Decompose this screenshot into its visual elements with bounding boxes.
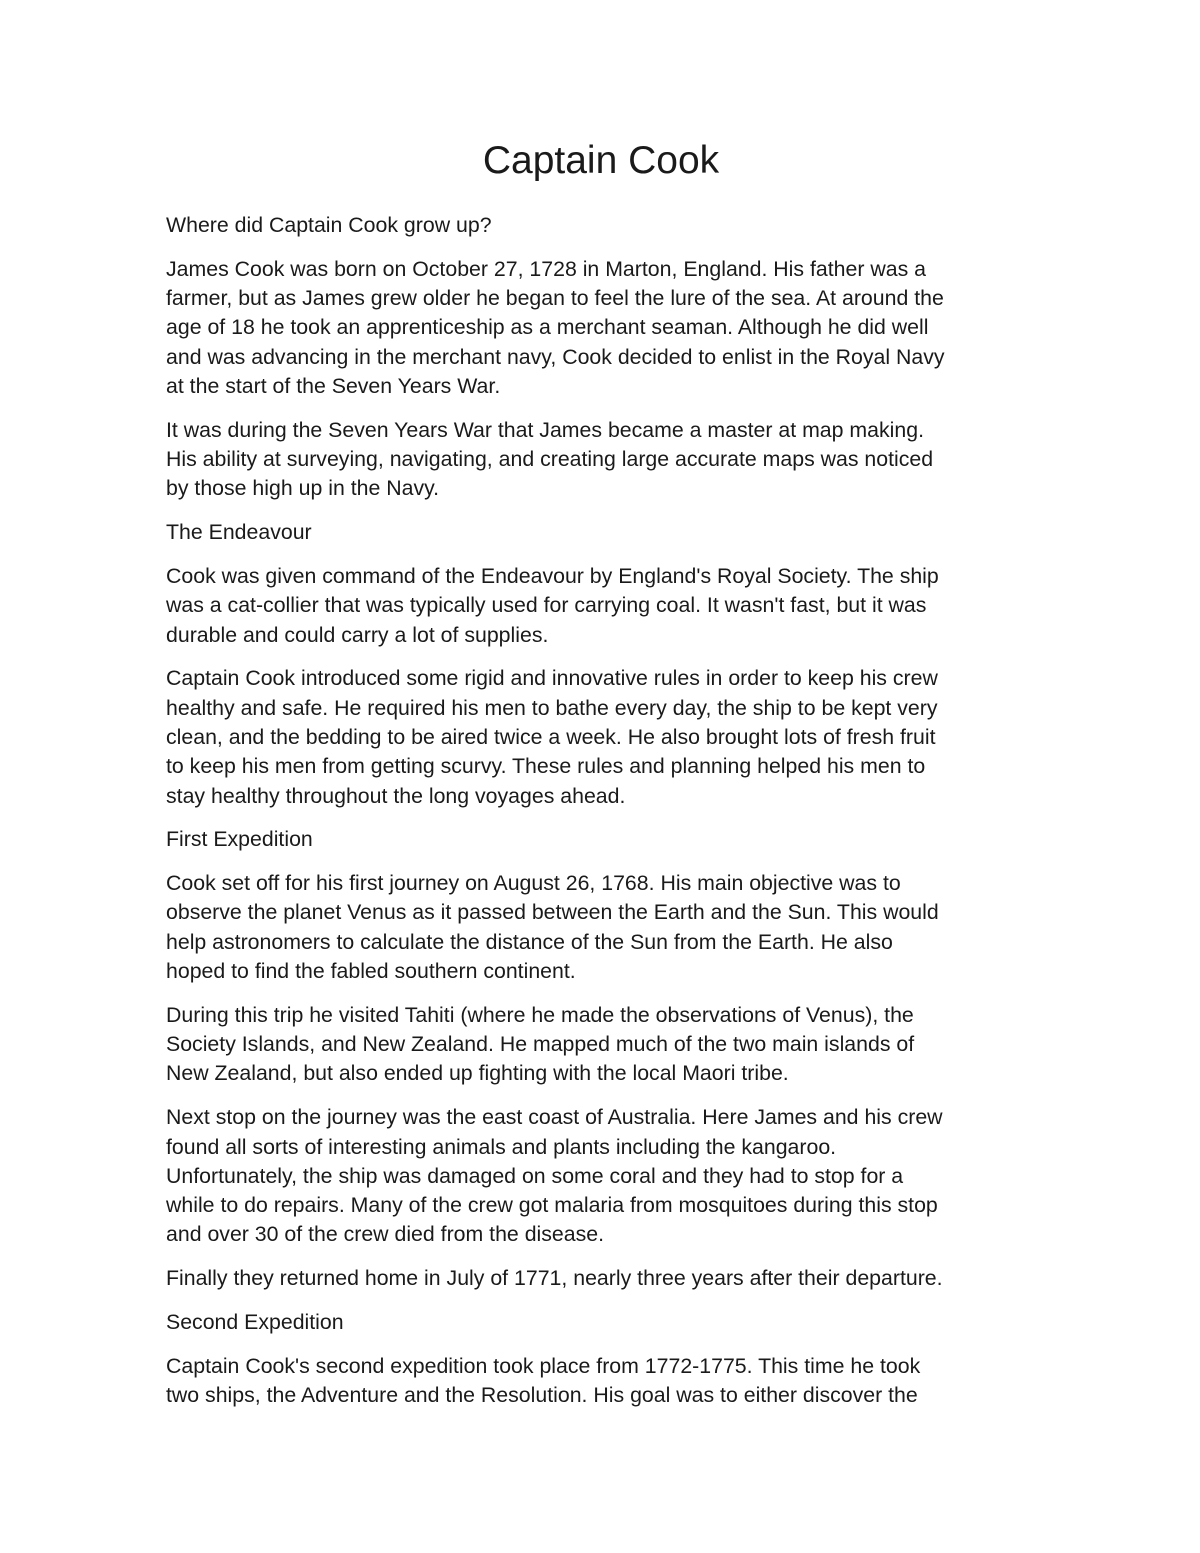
paragraph <box>166 562 1036 650</box>
text-line: The Endeavour <box>166 520 312 545</box>
text-line: New Zealand, but also ended up fighting with the local Maori tribe. <box>166 1061 789 1086</box>
section-heading <box>166 1308 1036 1337</box>
text-line: Finally they returned home in July of 1771, nearly three years after their departure. <box>166 1266 943 1291</box>
document-title: Captain Cook <box>482 139 720 182</box>
paragraph <box>166 255 1036 401</box>
paragraph <box>166 664 1036 810</box>
text-line: Cook set off for his first journey on August 26, 1768. His main objective was to <box>166 871 901 896</box>
text-line: Second Expedition <box>166 1310 344 1334</box>
text-line: found all sorts of interesting animals and plants including the kangaroo. <box>166 1134 837 1159</box>
text-line: James Cook was born on October 27, 1728 in Marton, England. His father was a <box>166 256 926 281</box>
text-line: Cook was given command of the Endeavour by England's Royal Society. The ship <box>166 563 939 588</box>
text-line: and was advancing in the merchant navy, Cook decided to enlist in the Royal Navy <box>166 344 945 369</box>
section-heading <box>166 211 1036 240</box>
text-line: clean, and the bedding to be aired twice a week. He also brought lots of fresh fruit <box>166 724 936 749</box>
text-line: while to do repairs. Many of the crew got malaria from mosquitoes during this stop <box>166 1193 938 1218</box>
text-line: and over 30 of the crew died from the disease. <box>166 1222 605 1247</box>
text-line: two ships, the Adventure and the Resolution. His goal was to either discover the <box>166 1383 918 1408</box>
paragraph <box>166 1264 1036 1293</box>
text-line: It was during the Seven Years War that James became a master at map making. <box>166 417 924 442</box>
paragraph <box>166 869 1036 986</box>
text-line: Captain Cook's second expedition took place from 1772-1775. This time he took <box>166 1353 921 1378</box>
text-line: During this trip he visited Tahiti (where he made the observations of Venus), the <box>166 1002 914 1027</box>
text-line: at the start of the Seven Years War. <box>166 373 501 398</box>
paragraph <box>166 1103 1036 1249</box>
text-line: First Expedition <box>166 827 313 852</box>
section-heading <box>166 825 1036 854</box>
text-line: Captain Cook introduced some rigid and innovative rules in order to keep his crew <box>166 666 938 691</box>
text-line: hoped to find the fabled southern continent. <box>166 959 576 984</box>
text-line: Society Islands, and New Zealand. He mapped much of the two main islands of <box>166 1032 915 1057</box>
text-line: His ability at surveying, navigating, and creating large accurate maps was noticed <box>166 447 934 472</box>
paragraph <box>166 1001 1036 1089</box>
text-line: to keep his men from getting scurvy. These rules and planning helped his men to <box>166 754 926 779</box>
text-line: Next stop on the journey was the east coast of Australia. Here James and his crew <box>166 1105 943 1130</box>
text-line: durable and could carry a lot of supplies. <box>166 622 549 647</box>
document-page <box>166 135 1036 1425</box>
text-line: stay healthy throughout the long voyages ahead. <box>166 783 626 808</box>
text-line: Unfortunately, the ship was damaged on some coral and they had to stop for a <box>166 1163 904 1188</box>
text-line: was a cat-collier that was typically used for carrying coal. It wasn't fast, but it was <box>166 593 927 618</box>
text-line: healthy and safe. He required his men to bathe every day, the ship to be kept very <box>166 695 938 720</box>
paragraph <box>166 416 1036 504</box>
text-line: Where did Captain Cook grow up? <box>166 213 492 237</box>
text-line: age of 18 he took an apprenticeship as a merchant seaman. Although he did well <box>166 315 929 340</box>
document-body <box>166 211 1036 1410</box>
section-heading <box>166 518 1036 547</box>
paragraph <box>166 1352 1036 1411</box>
text-line: farmer, but as James grew older he began to feel the lure of the sea. At around the <box>166 286 944 311</box>
text-line: by those high up in the Navy. <box>166 476 440 501</box>
text-line: help astronomers to calculate the distance of the Sun from the Earth. He also <box>166 929 893 954</box>
text-line: observe the planet Venus as it passed between the Earth and the Sun. This would <box>166 900 939 925</box>
